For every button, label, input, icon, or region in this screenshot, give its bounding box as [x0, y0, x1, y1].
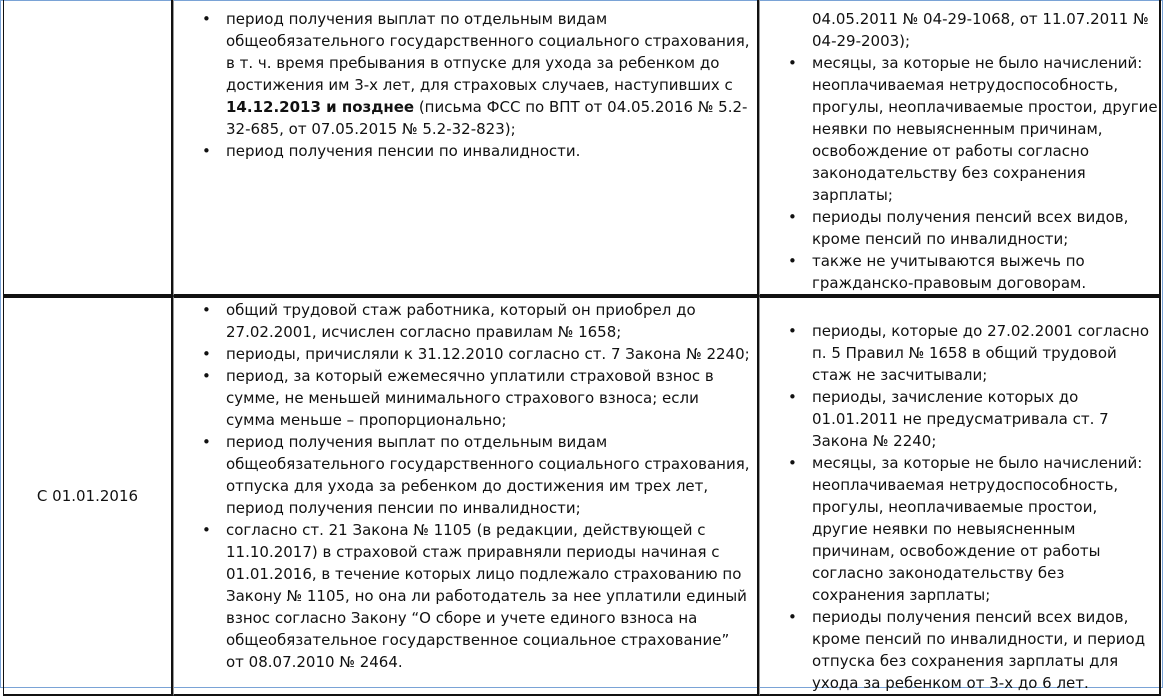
included-periods-list: [174, 298, 757, 673]
list-item: • периоды, которые до 27.02.2001 согласно п. 5 Правил № 1658 в общий трудовой стаж не засчитывали;: [760, 320, 1153, 386]
list-item: • месяцы, за которые не было начислений: неоплачиваемая нетрудоспособность, прогулы, неоплачиваемые простои, другие неявки по невыясненным причинам, освобождение от работы согласно законодательству без сохранения зарплаты;: [760, 452, 1153, 606]
list-item: • период получения выплат по отдельным видам общеобязательного государственного социального страхования, отпуска для ухода за ребенком до достижения им трех лет, период получения пенсии по инвалидности;: [174, 431, 751, 519]
period-cell: [3, 0, 173, 296]
excluded-periods-cell: [759, 296, 1161, 696]
period-cell: [3, 296, 173, 696]
list-item: • согласно ст. 21 Закона № 1105 (в редакции, действующей с 11.10.2017) в страховой стаж приравняли периоды начиная с 01.01.2016, в течение которых лицо подлежало страхованию по Закону № 1105, но она ли работодатель за нее уплатили единый взнос согласно Закону “О сборе и учете единого взноса на общеобязательное государственное социальное страхование” от 08.07.2010 № 2464.: [174, 519, 751, 673]
list-item: • периоды, причисляли к 31.12.2010 согласно ст. 7 Закона № 2240;: [174, 343, 751, 365]
table-row: [3, 0, 1161, 296]
period-date: С 01.01.2016: [36, 487, 139, 505]
list-item: • также не учитываются выжечь по гражданско-правовым договорам.: [760, 250, 1159, 294]
list-item: • период, за который ежемесячно уплатили страховой взнос в сумме, не меньшей минимального страхового взноса; если сумма меньше – пропорционально;: [174, 365, 751, 431]
included-periods-list: [174, 0, 757, 162]
list-item: • общий трудовой стаж работника, который он приобрел до 27.02.2001, исчислен согласно правилам № 1658;: [174, 299, 751, 343]
excluded-periods-list: [760, 52, 1159, 294]
list-item: • период получения выплат по отдельным видам общеобязательного государственного социального страхования, в т. ч. время пребывания в отпуске для ухода за ребенком до достижения им 3-х лет, для страховых случаев, наступивших с 14.12.2013 и позднее (письма ФСС по ВПТ от 04.05.2016 № 5.2-32-685, от 07.05.2015 № 5.2-32-823);: [174, 8, 751, 140]
continued-text: 04.05.2011 № 04-29-1068, от 11.07.2011 № 04-29-2003);: [812, 10, 1149, 50]
table-row: [3, 296, 1161, 696]
list-item: • период получения пенсии по инвалидности.: [174, 140, 751, 162]
insurance-period-table: [3, 0, 1161, 696]
list-item: • периоды, зачисление которых до 01.01.2011 не предусматривала ст. 7 Закона № 2240;: [760, 386, 1153, 452]
excluded-periods-list: [760, 298, 1159, 694]
list-item: • периоды получения пенсий всех видов, кроме пенсий по инвалидности, и период отпуска без сохранения зарплаты для ухода за ребенком от 3-х до 6 лет.: [760, 606, 1153, 694]
included-periods-cell: [173, 0, 759, 296]
included-periods-cell: [173, 296, 759, 696]
list-item: • периоды получения пенсий всех видов, кроме пенсий по инвалидности;: [760, 206, 1159, 250]
list-item: • месяцы, за которые не было начислений: неоплачиваемая нетрудоспособность, прогулы, неоплачиваемые простои, другие неявки по невыясненным причинам, освобождение от работы согласно законодательству без сохранения зарплаты;: [760, 52, 1159, 206]
excluded-periods-cell: [759, 0, 1161, 296]
